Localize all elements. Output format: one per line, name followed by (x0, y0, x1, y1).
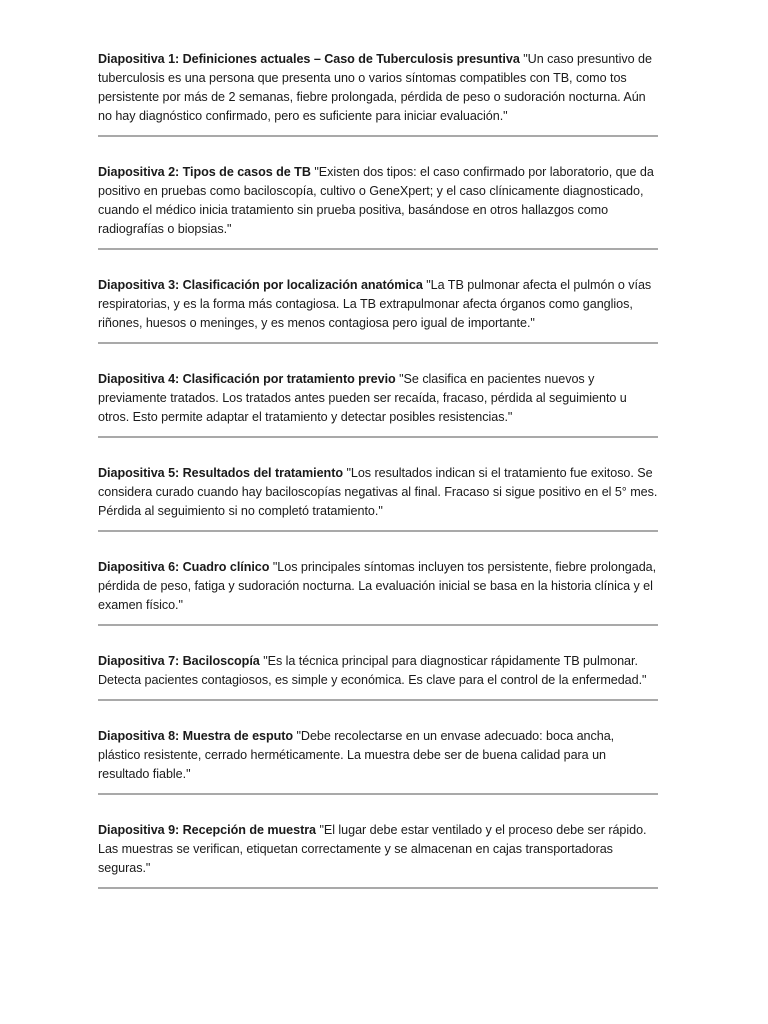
slide-body: "Debe recolectarse en un envase adecuado: boca ancha, plástico resistente, cerrado herméticamente. La muestra debe ser de buena calidad para un resultado fiable." (98, 729, 615, 781)
slide-body: "Los resultados indican si el tratamiento fue exitoso. Se considera curado cuando hay baciloscopías negativas al final. Fracaso si sigue positivo en el 5° mes. Pérdida al seguimiento si no completó tratamiento." (98, 466, 658, 518)
slide-entry-9 (98, 821, 658, 889)
slide-paragraph (98, 464, 658, 521)
slide-body: "Los principales síntomas incluyen tos persistente, fiebre prolongada, pérdida de peso, fatiga y sudoración nocturna. La evaluación inicial se basa en la historia clínica y el examen físico." (98, 560, 657, 612)
divider (98, 699, 658, 701)
slide-body: "Un caso presuntivo de tuberculosis es una persona que presenta uno o varios síntomas compatibles con TB, como tos persistente por más de 2 semanas, fiebre prolongada, pérdida de peso o sudoración nocturna. Aún no hay diagnóstico confirmado, pero es suficiente para iniciar evaluación." (98, 52, 652, 123)
divider (98, 248, 658, 250)
slide-entry-2 (98, 163, 658, 250)
slide-entry-7 (98, 652, 658, 701)
slide-body: "La TB pulmonar afecta el pulmón o vías respiratorias, y es la forma más contagiosa. La TB extrapulmonar afecta órganos como ganglios, riñones, huesos o meninges, y es menos contagiosa pero igual de importante." (98, 278, 652, 330)
slide-title: Diapositiva 9: Recepción de muestra (98, 823, 317, 837)
slide-title: Diapositiva 8: Muestra de esputo (98, 729, 294, 743)
document-page (98, 50, 658, 889)
slide-entry-1 (98, 50, 658, 137)
divider (98, 436, 658, 438)
divider (98, 624, 658, 626)
divider (98, 342, 658, 344)
slide-entry-8 (98, 727, 658, 795)
slide-entry-4 (98, 370, 658, 438)
slide-paragraph (98, 652, 658, 690)
divider (98, 530, 658, 532)
slide-title: Diapositiva 3: Clasificación por localización anatómica (98, 278, 423, 292)
slide-title: Diapositiva 5: Resultados del tratamiento (98, 466, 343, 480)
divider (98, 793, 658, 795)
slide-paragraph (98, 163, 658, 239)
slide-title: Diapositiva 7: Baciloscopía (98, 654, 260, 668)
slide-paragraph (98, 558, 658, 615)
slide-paragraph (98, 50, 658, 126)
slide-paragraph (98, 727, 658, 784)
slide-title: Diapositiva 4: Clasificación por tratamiento previo (98, 372, 396, 386)
slide-title: Diapositiva 6: Cuadro clínico (98, 560, 270, 574)
slide-body: "Existen dos tipos: el caso confirmado por laboratorio, que da positivo en pruebas como baciloscopía, cultivo o GeneXpert; y el caso clínicamente diagnosticado, cuando el médico inicia tratamiento sin prueba positiva, basándose en otros hallazgos como radiografías o biopsias." (98, 165, 654, 236)
divider (98, 887, 658, 889)
divider (98, 135, 658, 137)
slide-entry-6 (98, 558, 658, 626)
slide-entry-3 (98, 276, 658, 344)
slide-title: Diapositiva 2: Tipos de casos de TB (98, 165, 311, 179)
slide-title: Diapositiva 1: Definiciones actuales – Caso de Tuberculosis presuntiva (98, 52, 520, 66)
slide-paragraph (98, 276, 658, 333)
slide-entry-5 (98, 464, 658, 532)
slide-body: "Es la técnica principal para diagnosticar rápidamente TB pulmonar. Detecta pacientes contagiosos, es simple y económica. Es clave para el control de la enfermedad." (98, 654, 647, 687)
slide-body: "El lugar debe estar ventilado y el proceso debe ser rápido. Las muestras se verifican, etiquetan correctamente y se almacenan en cajas transportadoras seguras." (98, 823, 647, 875)
slide-body: "Se clasifica en pacientes nuevos y previamente tratados. Los tratados antes pueden ser recaída, fracaso, pérdida al seguimiento u otros. Esto permite adaptar el tratamiento y detectar posibles resistencias." (98, 372, 627, 424)
slide-paragraph (98, 821, 658, 878)
slide-paragraph (98, 370, 658, 427)
